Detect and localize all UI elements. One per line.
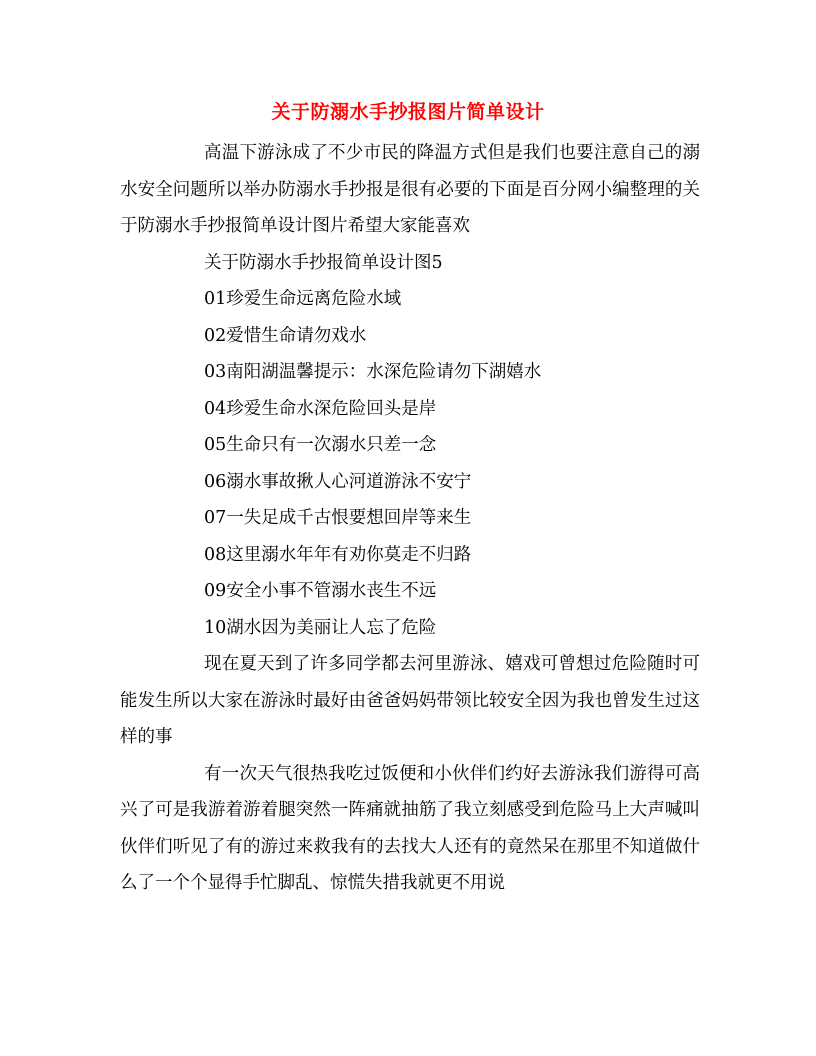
- body-paragraph: 现在夏天到了许多同学都去河里游泳、嬉戏可曾想过危险随时可能发生所以大家在游泳时最好由爸爸妈妈带领比较安全因为我也曾发生过这样的事: [120, 654, 700, 747]
- slogan-item: 02爱惜生命请勿戏水: [204, 325, 367, 346]
- slogan-item: 04珍爱生命水深危险回头是岸: [204, 398, 437, 419]
- slogan-item: 07一失足成千古恨要想回岸等来生: [204, 508, 472, 528]
- slogan-item: 03南阳湖温馨提示：水深危险请勿下湖嬉水: [204, 362, 542, 382]
- slogan-item: 06溺水事故揪人心河道游泳不安宁: [204, 471, 472, 492]
- slogan-item: 08这里溺水年年有劝你莫走不归路: [204, 544, 472, 565]
- section-subtitle: 关于防溺水手抄报简单设计图5: [204, 252, 443, 273]
- body-paragraph: 有一次天气很热我吃过饭便和小伙伴们约好去游泳我们游得可高兴了可是我游着游着腿突然一阵痛就抽筋了我立刻感受到危险马上大声喊叫伙伴们听见了有的游过来救我有的去找大人还有的竟然呆在那里不知道做什么了一个个显得手忙脚乱、惊慌失措我就更不用说: [120, 763, 700, 893]
- document-body: [120, 135, 700, 902]
- intro-paragraph: 高温下游泳成了不少市民的降温方式但是我们也要注意自己的溺水安全问题所以举办防溺水手抄报是很有必要的下面是百分网小编整理的关于防溺水手抄报简单设计图片希望大家能喜欢: [120, 143, 700, 236]
- slogan-item: 05生命只有一次溺水只差一念: [204, 435, 437, 455]
- document-title: 关于防溺水手抄报图片简单设计: [271, 101, 545, 123]
- slogan-item: 01珍爱生命远离危险水域: [204, 289, 402, 309]
- slogan-item: 09安全小事不管溺水丧生不远: [204, 581, 437, 601]
- slogan-item: 10湖水因为美丽让人忘了危险: [204, 617, 437, 638]
